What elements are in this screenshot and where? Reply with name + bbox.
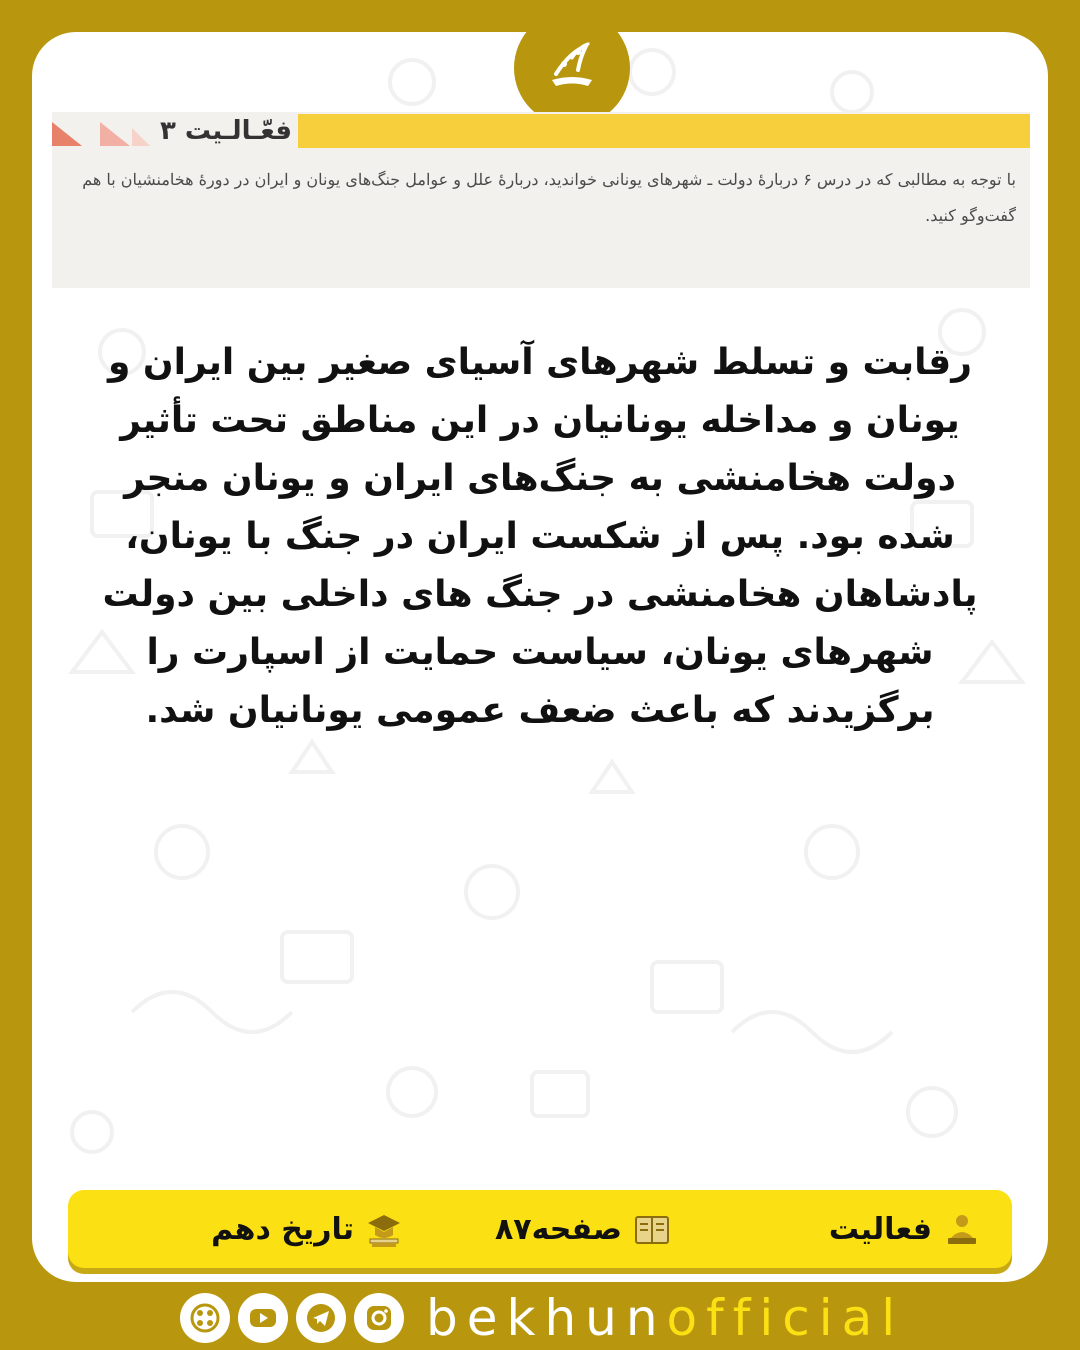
aparat-link[interactable] — [180, 1293, 230, 1343]
activity-title: فعّـالـیت ۳ — [159, 116, 292, 146]
brand-part-1: bekhun — [426, 1289, 667, 1347]
footer-activity-label: فعالیت — [828, 1211, 932, 1247]
brand-part-2: official — [666, 1289, 905, 1347]
youtube-link[interactable] — [238, 1293, 288, 1343]
instagram-icon — [363, 1302, 395, 1334]
telegram-icon — [305, 1302, 337, 1334]
content-card — [32, 32, 1048, 1282]
graduation-icon — [364, 1209, 404, 1249]
footer-subject-label: تاریخ دهم — [211, 1211, 354, 1247]
instagram-link[interactable] — [354, 1293, 404, 1343]
activity-instruction: با توجه به مطالبی که در درس ۶ دربارۀ دولت ـ شهرهای یونانی خواندید، دربارۀ علل و عوامل جنگ‌های یونان و ایران در دورۀ هخامنشیان با هم گفت‌وگو کنید. — [82, 170, 1016, 225]
telegram-link[interactable] — [296, 1293, 346, 1343]
footer-bar — [68, 1190, 1012, 1268]
footer-page — [495, 1190, 672, 1268]
footer-page-label: صفحه۸۷ — [494, 1211, 622, 1247]
activity-header-bar — [298, 114, 1030, 148]
brand-handle — [426, 1290, 904, 1346]
footer-activity — [829, 1190, 982, 1268]
teacher-icon — [942, 1209, 982, 1249]
arrow-decoration-icon — [52, 120, 152, 146]
answer-text: رقابت و تسلط شهرهای آسیای صغیر بین ایران و یونان و مداخله یونانیان در این مناطق تحت تأثیر دولت هخامنشی به جنگ‌های ایران و یونان منجر شده بود. پس از شکست ایران در جنگ با یونان، پادشاهان هخامنشی در جنگ های داخلی بین دولت شهرهای یونان، سیاست حمایت از اسپارت را برگزیدند که باعث ضعف عمومی یونانیان شد. — [102, 342, 978, 731]
youtube-icon — [247, 1302, 279, 1334]
footer-subject — [211, 1190, 404, 1268]
aparat-icon — [189, 1302, 221, 1334]
textbook-excerpt — [52, 112, 1030, 288]
book-icon — [632, 1209, 672, 1249]
social-links — [180, 1290, 904, 1346]
logo-icon — [532, 32, 612, 108]
